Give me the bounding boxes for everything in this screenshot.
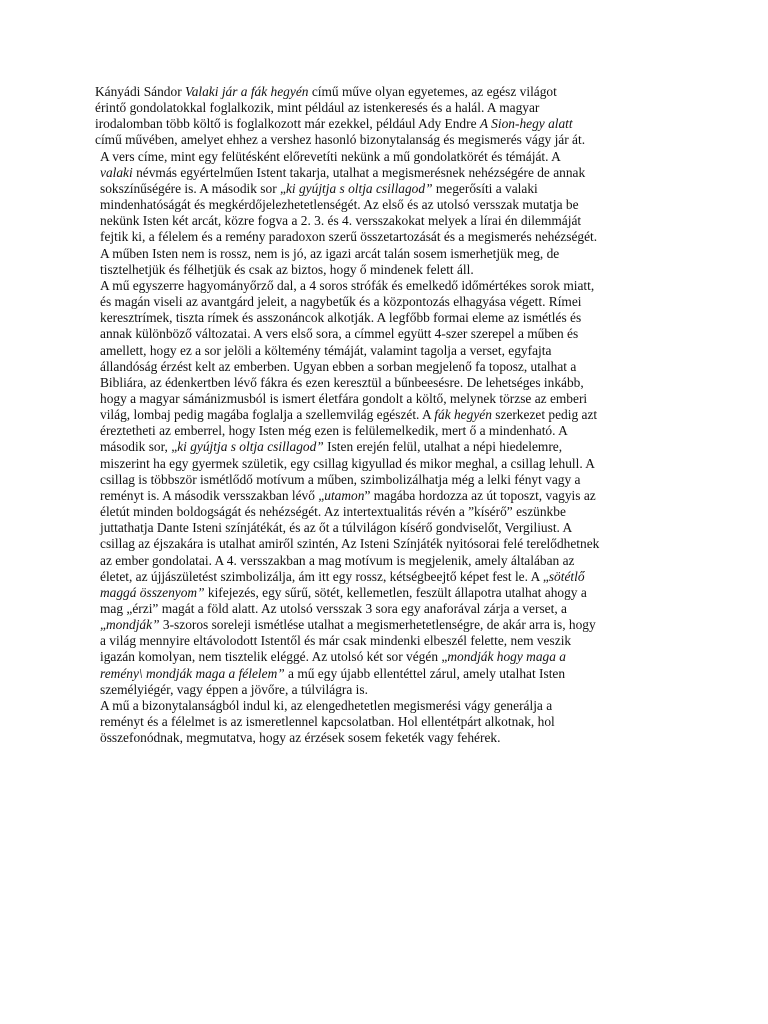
paragraph-form-analysis [90, 278, 690, 698]
text-segment: és magán viseli az avantgárd jeleit, a nagybetűk és a központozás elhagyása végett. Rímei [100, 294, 582, 310]
text-segment: keresztrímek, tiszta rímek és asszonáncok alkotják. A legfőbb formai eleme az ismétlés és [100, 310, 582, 326]
text-segment: annak különböző változatai. A vers első sora, a címmel együtt 4-szer szerepel a műben és [100, 326, 579, 342]
text-segment: a mű egy újabb ellentéttel zárul, amely utalhat Isten [284, 665, 566, 681]
italic-text-segment: A Sion-hegy alatt [479, 116, 573, 132]
text-line [90, 116, 690, 132]
text-line [90, 488, 690, 504]
text-segment: második sor, „ [100, 439, 178, 455]
text-segment: csillag az éjszakára is utalhat amiről szintén, Az Isteni Színjáték nyitósorai felé terelődhetnek [100, 536, 600, 552]
text-line [90, 649, 690, 665]
text-line [90, 601, 690, 617]
text-line [90, 536, 690, 552]
text-line [90, 666, 690, 682]
text-line [90, 165, 690, 181]
text-line [90, 246, 690, 262]
text-line [90, 730, 690, 746]
text-segment: mindenhatóságát és megkérdőjelezhetetlenségét. Az első és az utolsó versszak mutatja be [100, 197, 579, 213]
text-segment: reményt is. A második versszakban lévő „ [100, 487, 325, 503]
text-segment: nekünk Isten két arcát, közre fogva a 2. 3. és 4. versszakokat melyek a lírai én dilemmáját [100, 213, 582, 229]
text-segment: Kányádi Sándor [95, 84, 185, 99]
text-line [90, 423, 690, 439]
text-line [90, 181, 690, 197]
text-segment: összefonódnak, megmutatva, hogy az érzések sosem feketék vagy fehérek. [100, 730, 501, 746]
text-line [90, 262, 690, 278]
text-segment: című műve olyan egyetemes, az egész világot [308, 84, 557, 99]
text-segment: A műben Isten nem is rossz, nem is jó, az igazi arcát talán sosem ismerhetjük meg, de [100, 245, 560, 261]
text-line [90, 407, 690, 423]
paragraph-title-analysis [90, 149, 690, 278]
text-segment: állandóság érzést kelt az emberben. Ugyan ebben a sorban megjelenő fa toposz, utalhat a [100, 358, 577, 374]
text-line [90, 100, 690, 116]
text-line [90, 359, 690, 375]
italic-text-segment: ki gyújtja s oltja csillagod” [285, 180, 433, 196]
text-segment: mag „érzi” magát a föld alatt. Az utolsó versszak 3 sora egy anaforával zárja a verset, a [100, 601, 567, 616]
text-line [90, 294, 690, 310]
italic-text-segment: remény\ mondják maga a félelem” [100, 665, 285, 681]
text-line [90, 698, 690, 714]
text-segment: ” magába hordozza az út toposzt, vagyis az [364, 487, 596, 503]
text-segment: életet, az újjászületést szimbolizálja, ám itt egy rossz, kétségbeejtő képet fest le. A „ [100, 568, 549, 584]
text-line [90, 456, 690, 472]
text-line [90, 714, 690, 730]
paragraph-conclusion [90, 698, 690, 746]
text-segment: Bibliára, az édenkertben lévő fákra és ezen keresztül a bűnbeesésre. De lehetséges inkább, [100, 374, 584, 390]
text-segment: reményt és a félelmet is az ismeretlennel kapcsolatban. Hol ellentétpárt alkotnak, hol [100, 714, 555, 730]
italic-text-segment: sötétlő [548, 568, 585, 584]
text-segment: „ [100, 617, 106, 633]
italic-text-segment: mondják hogy maga a [447, 649, 566, 665]
text-line [90, 149, 690, 165]
text-segment: miszerint ha egy gyermek születik, egy csillag kigyullad és mikor meghal, a csillag lehull. A [100, 455, 595, 471]
text-line [90, 375, 690, 391]
text-segment: szerkezet pedig azt [491, 407, 598, 423]
text-segment: című művében, amelyet ehhez a vershez hasonló bizonytalanság és megismerés vágy jár át. [95, 132, 586, 148]
text-line [90, 213, 690, 229]
text-line [90, 84, 690, 100]
text-line [90, 278, 690, 294]
italic-text-segment: valaki [100, 164, 133, 180]
text-segment: érintő gondolatokkal foglalkozik, mint például az istenkeresés és a halál. A magyar [95, 100, 540, 116]
text-line [90, 343, 690, 359]
text-segment: fejtik ki, a félelem és a remény paradoxon szerű összetartozását és a megismerés nehézségét. [100, 229, 598, 245]
text-segment: névmás egyértelműen Istent takarja, utalhat a megismerésnek nehézségére de annak [132, 164, 586, 180]
text-segment: irodalomban több költő is foglalkozott már ezekkel, például Ady Endre [95, 116, 480, 132]
text-segment: amellett, hogy ez a sor jelöli a költemény témáját, valamint tagolja a verset, egyfajta [100, 342, 552, 358]
text-line [90, 504, 690, 520]
text-segment: a világ mennyire eltávolodott Istentől és már csak mindenki elbeszél felette, nem veszik [100, 633, 572, 649]
text-line [90, 633, 690, 649]
text-line [90, 326, 690, 342]
text-line [90, 310, 690, 326]
text-segment: kifejezés, egy sűrű, sötét, kellemetlen, feszült állapotra utalhat ahogy a [204, 584, 587, 600]
document-page [90, 84, 690, 746]
text-segment: Isten erején felül, utalhat a népi hiedelemre, [323, 439, 563, 455]
text-line [90, 569, 690, 585]
paragraph-intro [90, 84, 690, 149]
text-segment: juttathatja Dante Isteni színjátékát, és az őt a túlvilágon kísérő gondviselőt, Vergiliust. A [100, 520, 573, 536]
text-segment: csillag is többször ismétlődő motívum a műben, szimbolizálhatja még a lelki fényt vagy a [100, 471, 581, 487]
text-segment: A vers címe, mint egy felütésként előrevetíti nekünk a mű gondolatkörét és témáját. A [100, 148, 561, 164]
text-line [90, 439, 690, 455]
text-segment: igazán komolyan, nem tisztelik eléggé. Az utolsó két sor végén „ [100, 649, 448, 665]
text-line [90, 682, 690, 698]
text-segment: A mű a bizonytalanságból indul ki, az elengedhetetlen megismerési vágy generálja a [100, 697, 553, 713]
text-line [90, 553, 690, 569]
text-segment: tisztelhetjük és félhetjük és csak az biztos, hogy ő mindenek felett áll. [100, 261, 474, 277]
italic-text-segment: fák hegyén [434, 407, 492, 423]
italic-text-segment: utamon [324, 487, 365, 503]
text-segment: éreztetheti az emberrel, hogy Isten még ezen is felülemelkedik, mert ő a mindenható. A [100, 423, 568, 439]
text-line [90, 229, 690, 245]
italic-text-segment: Valaki jár a fák hegyén [185, 84, 309, 99]
text-segment: sokszínűségére is. A második sor „ [100, 180, 286, 196]
italic-text-segment: ki gyújtja s oltja csillagod” [177, 439, 324, 455]
text-line [90, 472, 690, 488]
text-line [90, 585, 690, 601]
text-segment: világ, lombaj pedig magába foglalja a szellemvilág egészét. A [100, 407, 435, 423]
text-line [90, 520, 690, 536]
text-segment: személyiégér, vagy éppen a jövőre, a túlvilágra is. [100, 681, 368, 697]
text-segment: A mű egyszerre hagyományőrző dal, a 4 soros strófák és emelkedő időmértékes sorok miatt, [100, 277, 595, 293]
text-segment: 3-szoros soreleji ismétlése utalhat a megismerhetetlenségre, de akár arra is, hogy [159, 617, 596, 633]
text-line [90, 132, 690, 148]
text-segment: megerősíti a valaki [432, 180, 538, 196]
text-line [90, 617, 690, 633]
text-segment: hogy a magyar sámánizmusból is ismert életfára gondolt a költő, melynek törzse az emberi [100, 390, 588, 406]
italic-text-segment: mondják” [105, 617, 160, 633]
text-segment: az ember gondolatai. A 4. versszakban a mag motívum is megjelenik, amely általában az [100, 552, 575, 568]
italic-text-segment: maggá összenyom” [100, 584, 205, 600]
text-segment: életút minden boldogságát és nehézségét. Az intertextualitás révén a ”kísérő” eszünkbe [100, 504, 566, 520]
text-line [90, 197, 690, 213]
text-line [90, 391, 690, 407]
